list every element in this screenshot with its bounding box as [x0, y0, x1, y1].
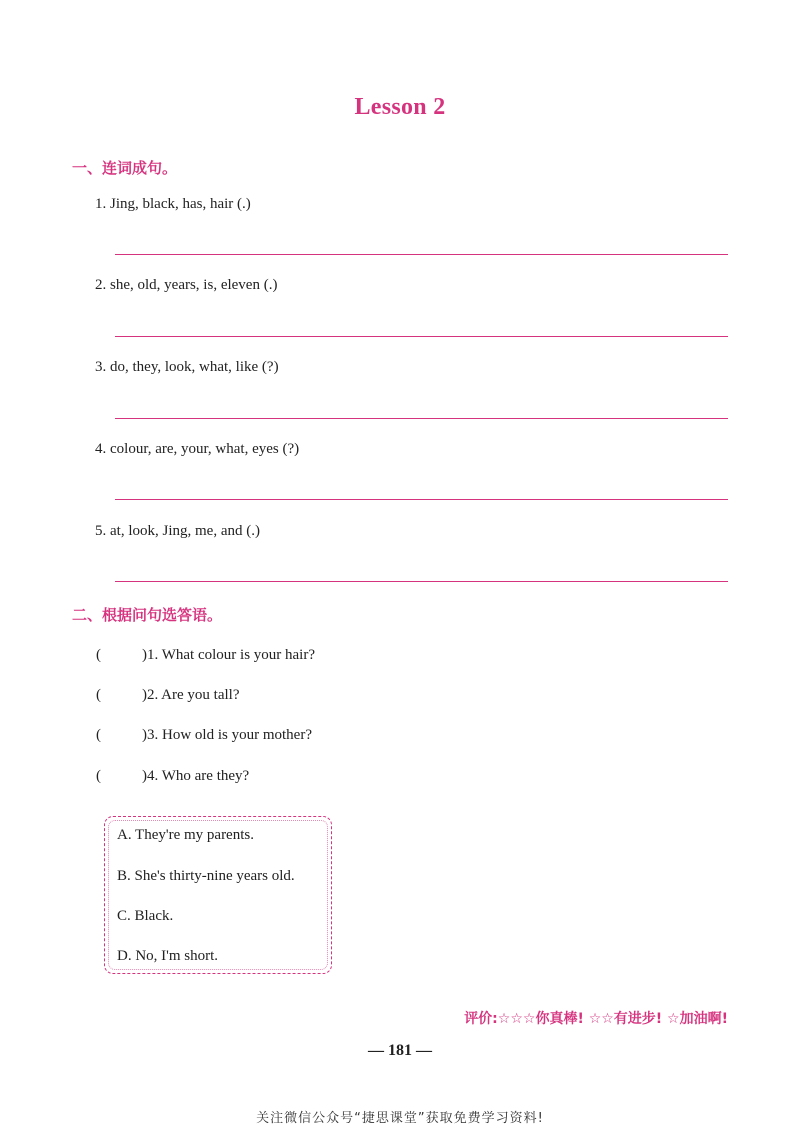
answer-line-4[interactable]: [115, 499, 728, 500]
section1-question-3: 3. do, they, look, what, like (?): [95, 359, 279, 375]
mc-question-4-text: )4. Who are they?: [142, 768, 250, 784]
mc-question-3-text: )3. How old is your mother?: [142, 727, 312, 743]
page-title: Lesson 2: [354, 94, 446, 120]
option-b: B. She's thirty-nine years old.: [117, 868, 295, 884]
section1-question-5: 5. at, look, Jing, me, and (.): [95, 523, 260, 539]
answer-line-1[interactable]: [115, 254, 728, 255]
self-evaluation: 评价:☆☆☆你真棒! ☆☆有进步! ☆加油啊!: [464, 1011, 728, 1027]
answer-blank-2[interactable]: (: [96, 687, 101, 703]
answer-blank-3[interactable]: (: [96, 727, 101, 743]
section1-question-2: 2. she, old, years, is, eleven (.): [95, 277, 278, 293]
mc-question-3: [96, 727, 312, 744]
mc-question-2: [96, 687, 239, 704]
option-a: A. They're my parents.: [117, 827, 254, 843]
mc-question-4: [96, 768, 249, 785]
option-d: D. No, I'm short.: [117, 948, 219, 964]
mc-question-1-text: )1. What colour is your hair?: [142, 647, 316, 663]
answer-blank-4[interactable]: (: [96, 768, 101, 784]
answer-line-2[interactable]: [115, 336, 728, 337]
answer-blank-1[interactable]: (: [96, 647, 101, 663]
footer-note: 关注微信公众号“捷思课堂”获取免费学习资料!: [256, 1111, 544, 1126]
page-number: — 181 —: [368, 1042, 432, 1059]
mc-question-1: [96, 647, 315, 664]
mc-question-2-text: )2. Are you tall?: [142, 687, 240, 703]
answer-options-box: [104, 816, 332, 974]
section2-heading: 二、根据问句选答语。: [72, 606, 223, 624]
answer-line-3[interactable]: [115, 418, 728, 419]
section1-heading: 一、连词成句。: [72, 159, 178, 177]
section1-question-4: 4. colour, are, your, what, eyes (?): [95, 441, 300, 457]
section1-question-1: 1. Jing, black, has, hair (.): [95, 196, 251, 212]
answer-line-5[interactable]: [115, 581, 728, 582]
option-c: C. Black.: [117, 908, 174, 924]
